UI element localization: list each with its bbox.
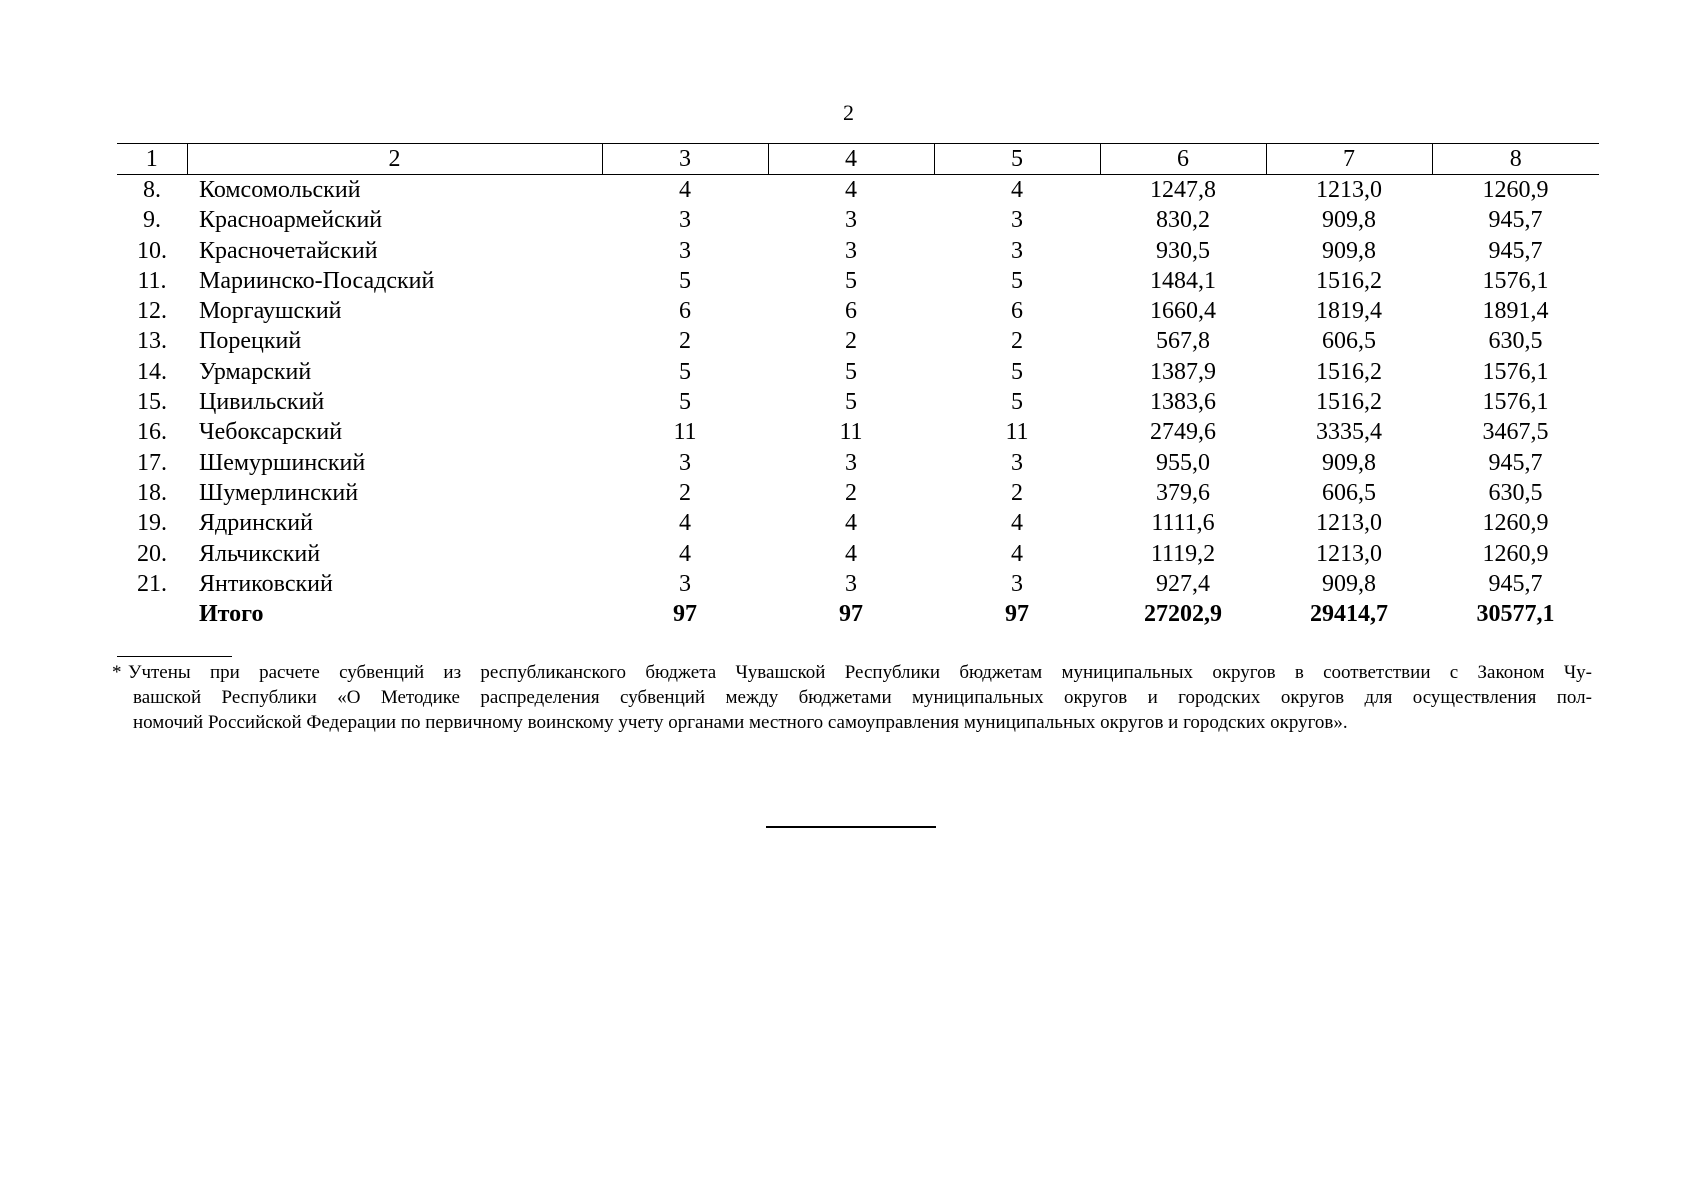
cell-c8: 3467,5	[1482, 419, 1549, 446]
cell-c7: 1213,0	[1316, 177, 1382, 203]
cell-c6: 379,6	[1156, 479, 1210, 506]
cell-c6: 1660,4	[1150, 298, 1216, 325]
cell-c8: 945,7	[1488, 449, 1543, 476]
total-row	[117, 599, 1599, 629]
footnote	[112, 660, 1592, 735]
cell-c3: 3	[679, 570, 691, 597]
cell-c4: 3	[845, 449, 857, 476]
cell-c7: 1516,2	[1316, 267, 1382, 294]
cell-c5: 5	[1011, 267, 1023, 294]
cell-c3: 11	[673, 419, 697, 446]
cell-c4: 97	[839, 601, 863, 628]
cell-c3: 5	[679, 267, 691, 294]
cell-c7: 606,5	[1322, 479, 1376, 506]
cell-num: 20.	[137, 540, 167, 567]
cell-num	[117, 599, 187, 629]
cell-num: 15.	[137, 389, 167, 416]
cell-c5: 97	[1005, 601, 1029, 628]
cell-num: 12.	[137, 298, 167, 325]
cell-c8: 945,7	[1488, 207, 1543, 234]
footnote-rule	[117, 656, 232, 657]
allocation-table	[117, 143, 1599, 629]
footnote-line-2: вашской Республики «О Методике распределения субвенций между бюджетами муниципальных округов и городских округов для осуществления пол-	[133, 687, 1592, 708]
cell-name: Ядринский	[199, 510, 313, 537]
cell-c7: 1213,0	[1316, 510, 1382, 537]
cell-c5: 3	[1011, 449, 1023, 476]
cell-c8: 1260,9	[1482, 540, 1549, 567]
cell-name: Шемуршинский	[199, 449, 366, 476]
page-number: 2	[843, 100, 854, 125]
cell-c7: 3335,4	[1316, 419, 1382, 446]
cell-c8: 1891,4	[1482, 298, 1549, 325]
cell-c4: 3	[845, 207, 857, 234]
table-row	[117, 478, 1599, 508]
cell-num: 13.	[137, 328, 167, 355]
cell-c6: 930,5	[1156, 237, 1210, 264]
cell-name: Яльчикский	[199, 540, 321, 567]
cell-c6: 567,8	[1156, 328, 1210, 355]
cell-num: 11.	[137, 267, 167, 294]
cell-c4: 5	[845, 389, 857, 416]
cell-c5: 2	[1011, 479, 1023, 506]
cell-c7: 1819,4	[1316, 298, 1382, 325]
column-header-4: 4	[768, 144, 934, 175]
cell-c4: 4	[845, 540, 857, 567]
cell-c3: 6	[679, 298, 691, 325]
cell-name: Цивильский	[199, 389, 325, 416]
cell-c5: 11	[1005, 419, 1029, 446]
table-row	[117, 539, 1599, 569]
cell-name: Красночетайский	[199, 237, 378, 264]
cell-c7: 909,8	[1322, 207, 1376, 234]
table-row	[117, 569, 1599, 599]
cell-c6: 1111,6	[1151, 510, 1215, 537]
cell-c7: 909,8	[1322, 449, 1376, 476]
table-row	[117, 417, 1599, 447]
cell-c7: 909,8	[1322, 570, 1376, 597]
footnote-marker: *	[112, 662, 122, 683]
table-row	[117, 296, 1599, 326]
cell-c4: 6	[845, 298, 857, 325]
cell-c5: 5	[1011, 358, 1023, 385]
cell-c4: 5	[845, 267, 857, 294]
cell-c3: 3	[679, 207, 691, 234]
table-row	[117, 236, 1599, 266]
cell-c8: 630,5	[1488, 328, 1543, 355]
cell-c3: 5	[679, 358, 691, 385]
column-header-3: 3	[602, 144, 768, 175]
cell-name: Шумерлинский	[199, 479, 359, 506]
cell-c3: 97	[673, 601, 697, 628]
cell-num: 18.	[137, 479, 167, 506]
table-row	[117, 175, 1599, 206]
column-header-2: 2	[187, 144, 602, 175]
end-of-document-rule	[766, 826, 936, 828]
footnote-line-1: * Учтены при расчете субвенций из республиканского бюджета Чувашской Республики бюджетам муниципальных округов в соответствии с Законом Чу-	[112, 662, 1592, 683]
cell-c4: 11	[839, 419, 863, 446]
cell-c4: 3	[845, 570, 857, 597]
cell-name: Мариинско-Посадский	[199, 267, 435, 294]
cell-c5: 4	[1011, 510, 1023, 537]
table-header	[117, 144, 1599, 175]
table-row	[117, 326, 1599, 356]
cell-num: 9.	[143, 207, 161, 234]
footnote-line-3: номочий Российской Федерации по первичному воинскому учету органами местного самоуправления муниципальных округов и городских округов».	[133, 712, 1348, 733]
cell-c7: 606,5	[1322, 328, 1376, 355]
cell-c5: 2	[1011, 328, 1023, 355]
table-row	[117, 448, 1599, 478]
cell-c6: 955,0	[1156, 449, 1210, 476]
cell-name: Комсомольский	[199, 177, 361, 203]
cell-name: Чебоксарский	[199, 419, 343, 446]
cell-c7: 29414,7	[1310, 601, 1388, 628]
cell-c8: 30577,1	[1476, 601, 1555, 628]
column-header-1: 1	[117, 144, 187, 175]
cell-c8: 1576,1	[1482, 389, 1549, 416]
cell-name: Янтиковский	[199, 570, 333, 597]
table-row	[117, 357, 1599, 387]
cell-c3: 2	[679, 328, 691, 355]
cell-c7: 909,8	[1322, 237, 1376, 264]
cell-c3: 3	[679, 449, 691, 476]
cell-c6: 27202,9	[1144, 601, 1222, 628]
cell-c5: 6	[1011, 298, 1023, 325]
cell-c8: 945,7	[1488, 237, 1543, 264]
cell-num: 21.	[137, 570, 167, 597]
cell-c5: 3	[1011, 207, 1023, 234]
cell-c5: 3	[1011, 237, 1023, 264]
cell-c8: 1260,9	[1482, 510, 1549, 537]
cell-name: Итого	[199, 601, 264, 628]
cell-c5: 4	[1011, 540, 1023, 567]
cell-c5: 5	[1011, 389, 1023, 416]
cell-num: 8.	[143, 177, 161, 203]
cell-num: 19.	[137, 510, 167, 537]
cell-c6: 2749,6	[1150, 419, 1216, 446]
cell-num: 16.	[137, 419, 167, 446]
table-row	[117, 205, 1599, 235]
cell-c8: 1260,9	[1482, 177, 1549, 203]
cell-c8: 1576,1	[1482, 358, 1549, 385]
cell-c6: 1484,1	[1150, 267, 1216, 294]
cell-c5: 3	[1011, 570, 1023, 597]
cell-c4: 2	[845, 479, 857, 506]
cell-c4: 3	[845, 237, 857, 264]
cell-c6: 927,4	[1156, 570, 1210, 597]
cell-c3: 2	[679, 479, 691, 506]
table-row	[117, 508, 1599, 538]
cell-c4: 4	[845, 510, 857, 537]
cell-num: 17.	[137, 449, 167, 476]
cell-c4: 4	[845, 177, 857, 203]
cell-c3: 4	[679, 540, 691, 567]
cell-c6: 1119,2	[1150, 540, 1216, 567]
cell-c3: 4	[679, 177, 691, 203]
cell-num: 10.	[137, 237, 167, 264]
cell-c3: 4	[679, 510, 691, 537]
column-header-6: 6	[1100, 144, 1266, 175]
cell-num: 14.	[137, 358, 167, 385]
cell-c7: 1213,0	[1316, 540, 1382, 567]
table-body	[117, 175, 1599, 630]
cell-name: Красноармейский	[199, 207, 383, 234]
table-row	[117, 387, 1599, 417]
column-header-8: 8	[1432, 144, 1599, 175]
cell-name: Моргаушский	[199, 298, 342, 325]
cell-c7: 1516,2	[1316, 358, 1382, 385]
cell-c6: 1387,9	[1150, 358, 1216, 385]
cell-c3: 3	[679, 237, 691, 264]
cell-c6: 1247,8	[1150, 177, 1216, 203]
cell-c8: 945,7	[1488, 570, 1543, 597]
cell-c8: 1576,1	[1482, 267, 1549, 294]
table-row	[117, 266, 1599, 296]
cell-c8: 630,5	[1488, 479, 1543, 506]
header-row	[117, 144, 1599, 175]
cell-name: Урмарский	[199, 358, 312, 385]
cell-c6: 1383,6	[1150, 389, 1216, 416]
cell-c6: 830,2	[1156, 207, 1210, 234]
column-header-5: 5	[934, 144, 1100, 175]
cell-c4: 5	[845, 358, 857, 385]
column-header-7: 7	[1266, 144, 1432, 175]
cell-c3: 5	[679, 389, 691, 416]
cell-c4: 2	[845, 328, 857, 355]
cell-c5: 4	[1011, 177, 1023, 203]
cell-c7: 1516,2	[1316, 389, 1382, 416]
cell-name: Порецкий	[199, 328, 302, 355]
